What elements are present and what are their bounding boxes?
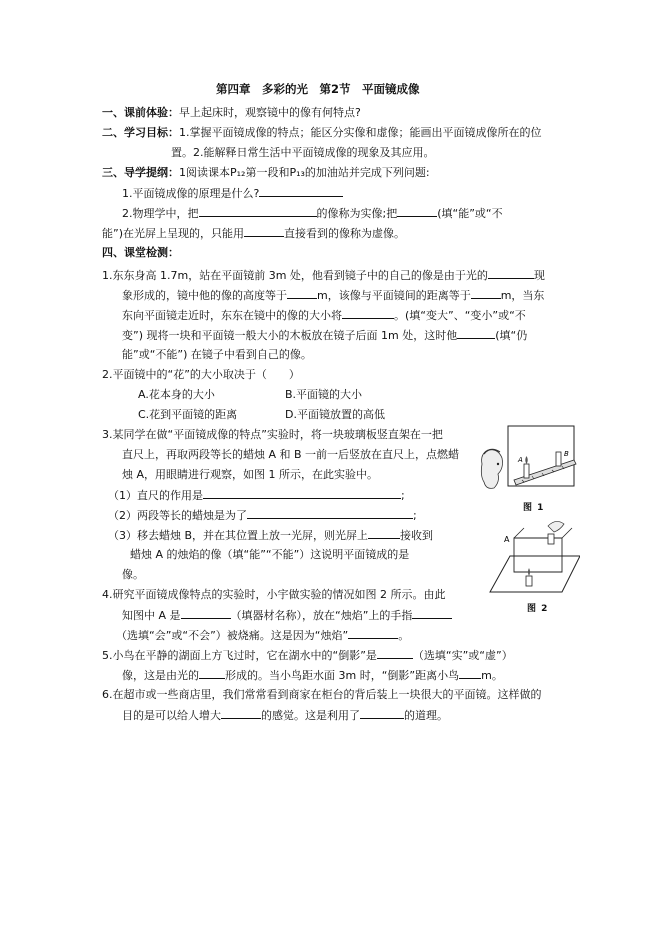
figure-2-illustration (488, 516, 580, 598)
problem-1-line4 (122, 328, 527, 343)
option-d[interactable]: D.平面镜放置的高低 (285, 408, 385, 421)
problem-1-text: 。(填“变大”、“变小”或“不 (394, 309, 526, 322)
label-b: B (564, 450, 569, 458)
answer-blank[interactable] (181, 608, 231, 619)
figure-1-caption: 图 1 (523, 503, 545, 513)
problem-6-line2 (122, 708, 448, 723)
guide-q2-text: 的像称为实像;把 (316, 207, 398, 220)
problem-4-text: （填器材名称），放在“烛焰”上的手指 (230, 609, 413, 622)
page-title: 第四章 多彩的光 第2节 平面镜成像 (216, 82, 420, 96)
section-goals-line1: 1.掌握平面镜成像的特点；能区分实像和虚像；能画出平面镜成像所在的位 (179, 126, 542, 139)
problem-3-sub3-line2: 蜡烛 A 的烛焰的像（填“能”“不能”）这说明平面镜成的是 (130, 548, 410, 561)
problem-3-sub3 (108, 528, 433, 543)
problem-6-text: 的感觉。这是利用了 (261, 709, 360, 722)
problem-5-text: m。 (481, 669, 503, 682)
figure-2-caption: 图 2 (527, 604, 549, 614)
option-c[interactable]: C.花到平面镜的距离 (138, 408, 238, 421)
problem-1-text: 象形成的，镜中他的像的高度等于 (122, 289, 287, 302)
label-a: A (504, 535, 510, 544)
answer-blank[interactable] (348, 628, 398, 639)
problem-1-text: m，该像与平面镜间的距离等于 (317, 289, 471, 302)
observer-head (481, 450, 502, 489)
figure-1-illustration (478, 424, 578, 506)
problem-1-line3 (122, 308, 526, 323)
section-guide-intro: 1阅读课本P₁₂第一段和P₁₃的加油站并完成下列问题: (179, 166, 430, 179)
problem-4-line2 (122, 608, 452, 623)
problem-3-line2: 直尺上，再取两段等长的蜡烛 A 和 B 一前一后竖放在直尺上，点燃蜡 (122, 448, 460, 461)
answer-blank[interactable] (199, 206, 317, 217)
problem-1-text: 东向平面镜走近时，东东在镜中的像的大小将 (122, 309, 342, 322)
problem-3-sub2 (108, 508, 417, 523)
problem-5-line2 (122, 668, 503, 683)
guide-q1-text: 1.平面镜成像的原理是什么? (122, 187, 260, 200)
problem-4: 4.研究平面镜成像特点的实验时，小宇做实验的情况如图 2 所示。由此 (102, 588, 446, 601)
guide-q2-text: 能”)在光屏上呈现的，只能用 (102, 227, 244, 240)
section-preview-label: 一、课前体验： (102, 106, 179, 119)
problem-1-text: m，当东 (500, 289, 545, 302)
problem-4-text: （选填“会”或“不会”）被烧痛。这是因为“烛焰” (116, 629, 349, 642)
answer-blank[interactable] (397, 206, 437, 217)
problem-3-sub1 (108, 488, 405, 503)
problem-3-line3: 烛 A，用眼睛进行观察，如图 1 所示，在此实验中。 (122, 468, 379, 481)
problem-4-text: 知图中 A 是 (122, 609, 181, 622)
answer-blank[interactable] (221, 708, 261, 719)
guide-q2-cont (102, 226, 405, 241)
problem-3-text: 接收到 (400, 529, 434, 542)
problem-5-text: （选填“实”或“虚”） (412, 649, 513, 662)
problem-5 (102, 648, 513, 663)
answer-blank[interactable] (360, 708, 404, 719)
answer-blank[interactable] (247, 508, 413, 519)
table-plane (490, 556, 580, 592)
problem-6-text: 的道理。 (404, 709, 448, 722)
answer-blank[interactable] (488, 268, 534, 279)
problem-1-line5: 能”或“不能”) 在镜子中看到自己的像。 (122, 348, 312, 361)
hand (548, 521, 564, 532)
problem-4-line3 (116, 628, 409, 643)
guide-q2-text: (填“能”或“不 (437, 207, 503, 220)
answer-blank[interactable] (287, 288, 317, 299)
problem-5-text: 5.小鸟在平静的湖面上方飞过时，它在湖水中的“倒影”是 (102, 649, 377, 662)
problem-1-text: 现 (533, 269, 545, 282)
guide-q1 (122, 186, 343, 201)
answer-blank[interactable] (342, 308, 394, 319)
problem-3: 3.某同学在做“平面镜成像的特点”实验时，将一块玻璃板竖直架在一把 (102, 428, 443, 441)
guide-q2-text: 直接看到的像称为虚像。 (284, 227, 405, 240)
problem-6: 6.在超市或一些商店里，我们常常看到商家在柜台的背后装上一块很大的平面镜。这样做的 (102, 688, 542, 701)
answer-blank[interactable] (368, 528, 400, 539)
section-test-label: 四、课堂检测： (102, 246, 179, 259)
candle-flame (525, 456, 528, 464)
candle-a (524, 464, 529, 478)
answer-blank[interactable] (203, 488, 401, 499)
answer-blank[interactable] (259, 186, 343, 197)
section-guide (102, 166, 430, 180)
answer-blank[interactable] (377, 648, 413, 659)
problem-1 (102, 268, 545, 283)
section-goals (102, 126, 542, 140)
problem-6-text: 目的是可以给人增大 (122, 709, 221, 722)
section-goals-label: 二、学习目标： (102, 126, 179, 139)
section-goals-line2: 置。2.能解释日常生活中平面镜成像的现象及其应用。 (171, 146, 435, 159)
candle-behind (548, 534, 554, 544)
glass-plate-a (514, 538, 562, 572)
problem-4-text: 。 (398, 629, 410, 642)
problem-3-text: ; (401, 489, 405, 502)
answer-blank[interactable] (199, 668, 225, 679)
problem-3-text: （3）移去蜡烛 B，并在其位置上放一光屏，则光屏上 (108, 529, 369, 542)
section-guide-label: 三、导学提纲： (102, 166, 179, 179)
section-preview-text: 早上起床时，观察镜中的像有何特点? (179, 106, 361, 119)
problem-5-text: 形成的。当小鸟距水面 3m 时，“倒影”距离小鸟 (225, 669, 460, 682)
problem-1-text: (填“仍 (495, 329, 528, 342)
problem-1-text: 变”) 现将一块和平面镜一般大小的木板放在镜子后面 1m 处，这时他 (122, 329, 458, 342)
option-b[interactable]: B.平面镜的大小 (285, 388, 363, 401)
problem-3-text: ; (413, 509, 417, 522)
option-a[interactable]: A.花本身的大小 (138, 388, 215, 401)
candle-front (526, 576, 532, 586)
answer-blank[interactable] (471, 288, 501, 299)
problem-3-text: （1）直尺的作用是 (108, 489, 203, 502)
label-a: A (518, 456, 523, 464)
answer-blank[interactable] (459, 668, 481, 679)
problem-3-text: （2）两段等长的蜡烛是为了 (108, 509, 247, 522)
answer-blank[interactable] (244, 226, 284, 237)
problem-5-text: 像，这是由光的 (122, 669, 199, 682)
problem-1-text: 1.东东身高 1.7m，站在平面镜前 3m 处，他看到镜子中的自己的像是由于光的 (102, 269, 488, 282)
answer-blank[interactable] (457, 328, 495, 339)
section-preview (102, 106, 361, 120)
problem-3-sub3-line3: 像。 (122, 568, 144, 581)
problem-2: 2.平面镜中的“花”的大小取决于（ ） (102, 368, 300, 381)
problem-1-line2 (122, 288, 544, 303)
candle-b (556, 452, 561, 466)
candle-flame (528, 568, 530, 576)
guide-q2 (122, 206, 503, 221)
answer-blank[interactable] (412, 608, 452, 619)
guide-q2-text: 2.物理学中，把 (122, 207, 199, 220)
